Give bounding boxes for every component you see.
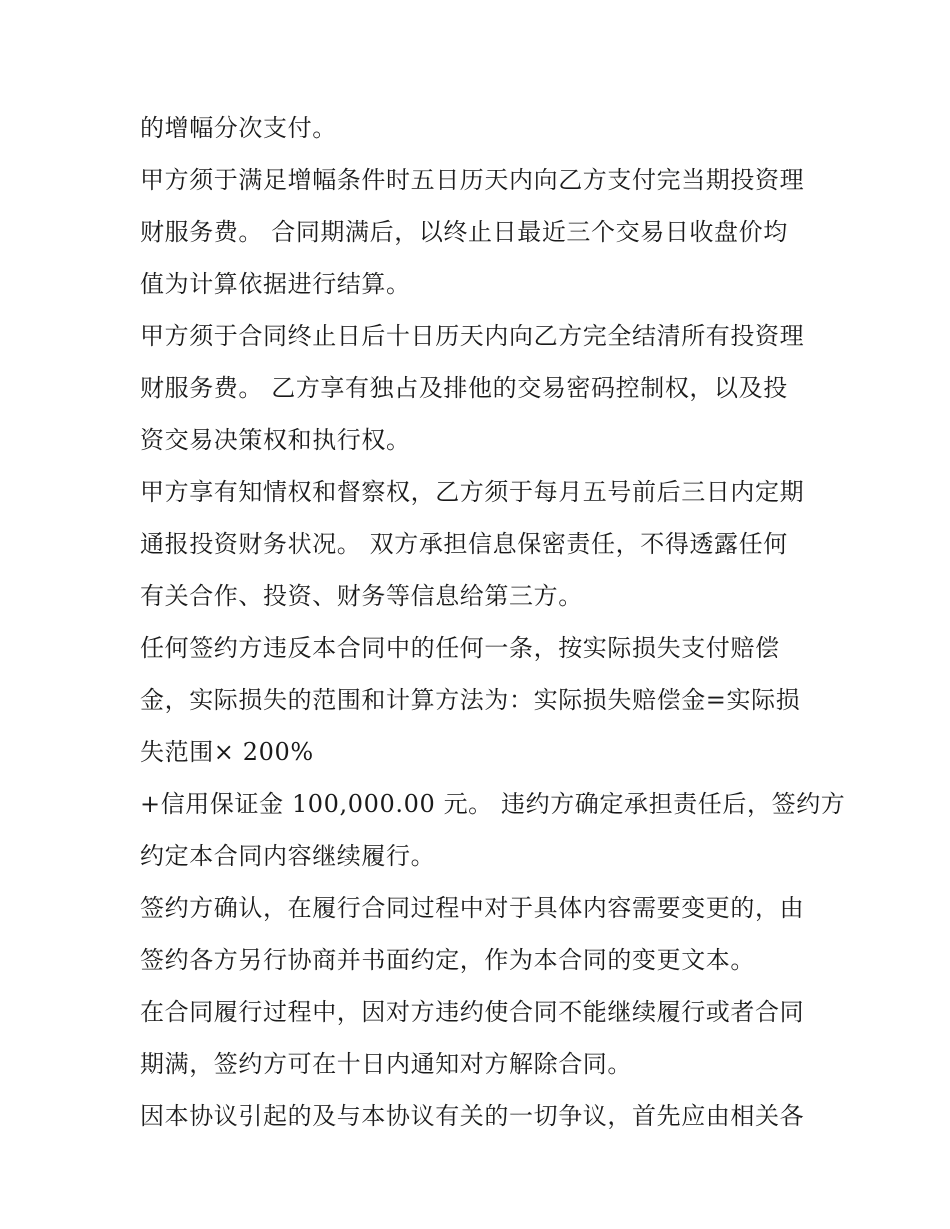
contract-body-text — [140, 106, 846, 1146]
text-line: 签约方确认，在履行合同过程中对于具体内容需要变更的，由 — [140, 894, 805, 922]
text-line: 甲方须于合同终止日后十日历天内向乙方完全结清所有投资理 — [140, 322, 805, 350]
text-line: 失范围× 200% — [140, 738, 314, 766]
text-line: 签约各方另行协商并书面约定，作为本合同的变更文本。 — [140, 946, 755, 974]
text-line: 金，实际损失的范围和计算方法为：实际损失赔偿金=实际损 — [140, 686, 801, 714]
text-line: 任何签约方违反本合同中的任何一条，按实际损失支付赔偿 — [140, 634, 780, 662]
text-line: +信用保证金 100,000.00 元。 违约方确定承担责任后，签约方 — [140, 790, 846, 818]
text-line: 资交易决策权和执行权。 — [140, 426, 411, 454]
text-line: 甲方须于满足增幅条件时五日历天内向乙方支付完当期投资理 — [140, 166, 805, 194]
text-line: 值为计算依据进行结算。 — [140, 270, 411, 298]
text-line: 财服务费。 合同期满后，以终止日最近三个交易日收盘价均 — [140, 218, 788, 246]
text-line: 有关合作、投资、财务等信息给第三方。 — [140, 582, 583, 610]
text-line: 期满，签约方可在十日内通知对方解除合同。 — [140, 1050, 632, 1078]
text-line: 通报投资财务状况。 双方承担信息保密责任，不得透露任何 — [140, 530, 788, 558]
text-line: 甲方享有知情权和督察权，乙方须于每月五号前后三日内定期 — [140, 478, 805, 506]
text-line: 财服务费。 乙方享有独占及排他的交易密码控制权，以及投 — [140, 374, 788, 402]
text-line: 因本协议引起的及与本协议有关的一切争议，首先应由相关各 — [140, 1102, 805, 1130]
text-line: 的增幅分次支付。 — [140, 114, 337, 142]
text-line: 约定本合同内容继续履行。 — [140, 842, 436, 870]
text-line: 在合同履行过程中，因对方违约使合同不能继续履行或者合同 — [140, 998, 805, 1026]
